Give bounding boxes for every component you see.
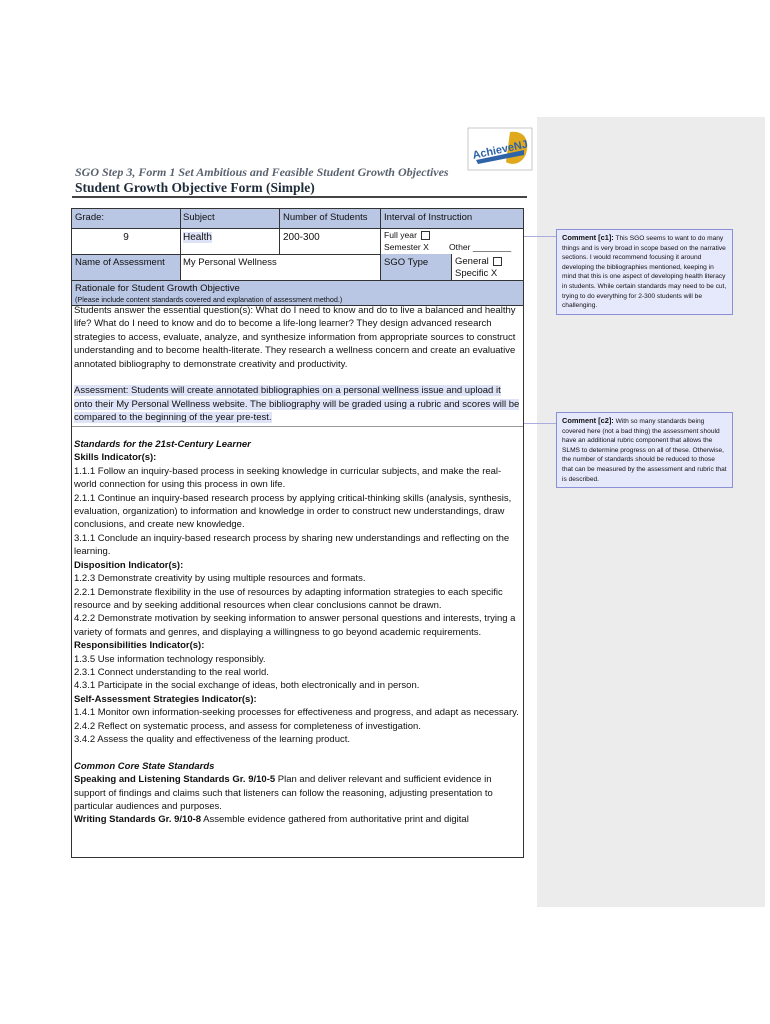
full-year-checkbox[interactable] bbox=[421, 231, 430, 240]
grade-label: Grade: bbox=[75, 212, 105, 223]
assessment-value: My Personal Wellness bbox=[183, 257, 277, 268]
assessment-paragraph: Assessment: Students will create annotated bibliographies on a personal wellness issue and upload it onto their My Personal Wellness website. The bibliography will be graded using a rubric and scores will be compared to the beginning of the year pre-test. bbox=[74, 385, 520, 424]
comment-connector-1 bbox=[524, 236, 556, 237]
standard-1-3-5: 1.3.5 Use information technology responsibly. bbox=[74, 653, 266, 665]
full-year-option bbox=[384, 229, 430, 241]
self-assessment-heading: Self-Assessment Strategies Indicator(s): bbox=[74, 693, 257, 705]
standards-heading: Standards for the 21st-Century Learner bbox=[74, 439, 251, 451]
comment-c1-text: This SGO seems to want to do many things and is very broad in scope based on the narrative sections. I would recommend focusing it around developing the bibliographies mentioned, keeping in mind that this is one aspect of developing health literacy in students. While certain standards may need to be cut, trying to do everything for 2-300 students will be challenging. bbox=[562, 235, 727, 310]
rationale-body bbox=[74, 304, 520, 827]
sgo-type-label: SGO Type bbox=[384, 257, 429, 268]
grade-value: 9 bbox=[123, 232, 129, 243]
writing-text: Assemble evidence gathered from authoritative print and digital bbox=[201, 814, 469, 826]
grid-line bbox=[72, 228, 523, 229]
subject-label: Subject bbox=[183, 212, 215, 223]
grid-line bbox=[180, 209, 181, 280]
standard-4-3-1: 4.3.1 Participate in the social exchange of ideas, both electronically and in person. bbox=[74, 680, 420, 692]
standard-2-2-1: 2.2.1 Demonstrate flexibility in the use of resources by adapting information strategies to each specific resource and by seeking additional resources when clear conclusions cannot be drawn. bbox=[74, 586, 503, 611]
general-label: General bbox=[455, 256, 489, 267]
comment-c1[interactable] bbox=[556, 229, 733, 315]
writing-title: Writing Standards Gr. 9/10-8 bbox=[74, 814, 202, 826]
standard-1-2-3: 1.2.3 Demonstrate creativity by using multiple resources and formats. bbox=[74, 573, 366, 585]
speaking-listening-standard bbox=[74, 773, 520, 813]
standard-2-3-1: 2.3.1 Connect understanding to the real world. bbox=[74, 666, 269, 678]
comment-c2-text: With so many standards being covered here (not a bad thing) the assessment should have an additional rubric component that allows the SLMS to determine progress on all of these. Otherwise, the number of standards should be reduced to those that can be measured by the assessment and rubric that is described. bbox=[562, 418, 727, 483]
common-core-heading: Common Core State Standards bbox=[74, 760, 215, 772]
rationale-label: Rationale for Student Growth Objective bbox=[75, 283, 240, 294]
step-title: SGO Step 3, Form 1 Set Ambitious and Feasible Student Growth Objectives bbox=[75, 165, 449, 179]
students-value: 200-300 bbox=[283, 232, 320, 243]
svg-text:AchieveNJ: AchieveNJ bbox=[471, 138, 530, 162]
form-title: Student Growth Objective Form (Simple) bbox=[75, 180, 315, 195]
title-rule bbox=[72, 196, 527, 198]
disposition-heading: Disposition Indicator(s): bbox=[74, 559, 184, 571]
general-option bbox=[455, 256, 502, 268]
rationale-note: (Please include content standards covered and explanation of assessment method.) bbox=[75, 295, 343, 304]
semester-option: Semester X bbox=[384, 242, 429, 252]
standard-2-1-1: 2.1.1 Continue an inquiry-based research process by applying critical-thinking skills (analysis, synthesis, evaluation, organization) to information and knowledge in order to construct new understandings, draw conclusions, and create new knowledge. bbox=[74, 492, 512, 531]
standard-1-1-1: 1.1.1 Follow an inquiry-based process in seeking knowledge in curricular subjects, and make the real-world connection for using this process in own life. bbox=[74, 465, 502, 491]
essential-question-paragraph: Students answer the essential question(s): What do I need to know and do to live a balanced and healthy life? What do I need to know and do to become a life-long learner? They design advanced research strategies to access, evaluate, analyze, and synthesize information from appropriate sources to construct understanding and to become health-literate. They research a wellness concern and create an evaluative annotated bibliography to demonstrate creativity and productivity. bbox=[74, 305, 516, 370]
interval-label: Interval of Instruction bbox=[384, 212, 473, 223]
general-checkbox[interactable] bbox=[493, 257, 502, 266]
standard-2-4-2: 2.4.2 Reflect on systematic process, and assess for completeness of investigation. bbox=[74, 720, 421, 732]
standard-1-4-1: 1.4.1 Monitor own information-seeking processes for effectiveness and progress, and adapt as necessary. bbox=[74, 707, 519, 719]
responsibilities-heading: Responsibilities Indicator(s): bbox=[74, 640, 205, 652]
grid-line bbox=[451, 254, 452, 280]
full-year-label: Full year bbox=[384, 230, 417, 240]
comment-c2[interactable] bbox=[556, 412, 733, 488]
other-option: Other ________ bbox=[449, 242, 512, 252]
standard-4-2-2: 4.2.2 Demonstrate motivation by seeking information to answer personal questions and interests, trying a variety of formats and genres, and displaying a willingness to go beyond academic requirements. bbox=[74, 613, 516, 638]
students-label: Number of Students bbox=[283, 212, 368, 223]
specific-option: Specific X bbox=[455, 268, 498, 279]
speaking-listening-title: Speaking and Listening Standards Gr. 9/10-5 bbox=[74, 774, 276, 786]
assessment-label: Name of Assessment bbox=[75, 257, 165, 268]
standard-3-4-2: 3.4.2 Assess the quality and effectiveness of the learning product. bbox=[74, 733, 351, 745]
skills-heading: Skills Indicator(s): bbox=[74, 452, 157, 464]
achievenj-logo bbox=[466, 126, 534, 172]
grid-line bbox=[72, 254, 380, 255]
speaking-listening-text: Plan and deliver relevant and sufficient evidence in support of findings and claims such that listeners can follow the reasoning, adjusting presentation to particular audiences and purposes. bbox=[74, 774, 493, 812]
comment-c1-label: Comment [c1]: bbox=[562, 233, 614, 242]
comment-connector-2 bbox=[524, 423, 556, 424]
grid-line bbox=[380, 209, 381, 280]
grid-line bbox=[279, 209, 280, 254]
comment-c2-label: Comment [c2]: bbox=[562, 416, 614, 425]
standard-3-1-1: 3.1.1 Conclude an inquiry-based research process by sharing new understandings and reflecting on the learning. bbox=[74, 532, 510, 558]
writing-standard bbox=[74, 813, 520, 826]
grid-line bbox=[72, 280, 523, 281]
subject-value: Health bbox=[183, 232, 212, 243]
